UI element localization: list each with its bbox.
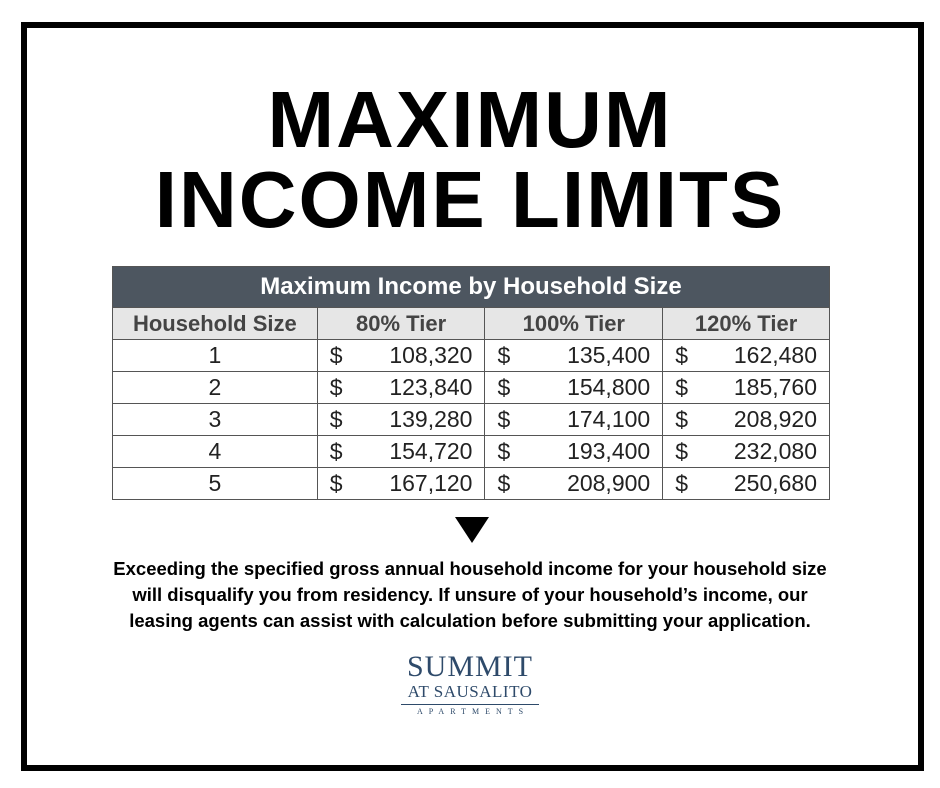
currency-symbol: $ [497,374,511,400]
tier-80-cell [317,468,485,500]
household-size-cell: 1 [113,340,318,372]
logo-divider [401,704,539,705]
currency-symbol: $ [675,406,688,432]
currency-symbol: $ [329,470,343,496]
tier-120-cell [663,340,830,372]
amount: 208,900 [567,470,651,496]
tier-120-cell [663,372,830,404]
tier-100-cell [485,404,663,436]
table-caption: Maximum Income by Household Size [113,267,830,308]
currency-symbol: $ [497,438,511,464]
amount: 139,280 [389,406,473,432]
currency-symbol: $ [675,342,688,368]
table-row [113,436,830,468]
table-row [113,372,830,404]
disqualification-notice [40,556,900,634]
currency-symbol: $ [497,406,511,432]
amount: 154,720 [389,438,473,464]
currency-symbol: $ [675,470,688,496]
household-size-cell: 2 [113,372,318,404]
table-row [113,340,830,372]
table-row [113,404,830,436]
household-size-cell: 5 [113,468,318,500]
amount: 123,840 [389,374,473,400]
down-arrow-icon [455,517,489,543]
household-size-cell: 4 [113,436,318,468]
amount: 162,480 [733,342,817,368]
tier-120-cell [663,436,830,468]
household-size-cell: 3 [113,404,318,436]
tier-80-cell [317,340,485,372]
amount: 185,760 [733,374,817,400]
tier-100-cell [485,372,663,404]
page-title [0,75,940,244]
income-limits-table [112,266,830,500]
notice-line-1: Exceeding the specified gross annual household income for your household size [113,558,827,579]
amount: 154,800 [567,374,651,400]
tier-120-cell [663,404,830,436]
amount: 232,080 [733,438,817,464]
currency-symbol: $ [497,470,511,496]
tier-120-cell [663,468,830,500]
tier-100-cell [485,340,663,372]
currency-symbol: $ [329,342,343,368]
amount: 167,120 [389,470,473,496]
tier-80-cell [317,436,485,468]
logo-line-3: APARTMENTS [416,707,530,716]
tier-80-cell [317,404,485,436]
table-row [113,468,830,500]
logo-line-1: SUMMIT [406,650,533,683]
logo-line-2: AT SAUSALITO [407,682,533,701]
notice-line-3: leasing agents can assist with calculation before submitting your application. [129,610,811,631]
amount: 108,320 [389,342,473,368]
currency-symbol: $ [675,438,688,464]
currency-symbol: $ [675,374,688,400]
amount: 208,920 [733,406,817,432]
title-line-2: INCOME LIMITS [154,155,786,244]
currency-symbol: $ [329,374,343,400]
title-line-1: MAXIMUM [267,75,673,164]
currency-symbol: $ [497,342,511,368]
notice-line-2: will disqualify you from residency. If unsure of your household’s income, our [132,584,808,605]
amount: 174,100 [567,406,651,432]
tier-100-cell [485,468,663,500]
header-100-tier: 100% Tier [485,308,663,340]
tier-80-cell [317,372,485,404]
amount: 193,400 [567,438,651,464]
header-household-size: Household Size [113,308,318,340]
header-80-tier: 80% Tier [317,308,485,340]
currency-symbol: $ [329,438,343,464]
tier-100-cell [485,436,663,468]
currency-symbol: $ [329,406,343,432]
amount: 250,680 [733,470,817,496]
header-120-tier: 120% Tier [663,308,830,340]
amount: 135,400 [567,342,651,368]
summit-logo [380,652,560,718]
